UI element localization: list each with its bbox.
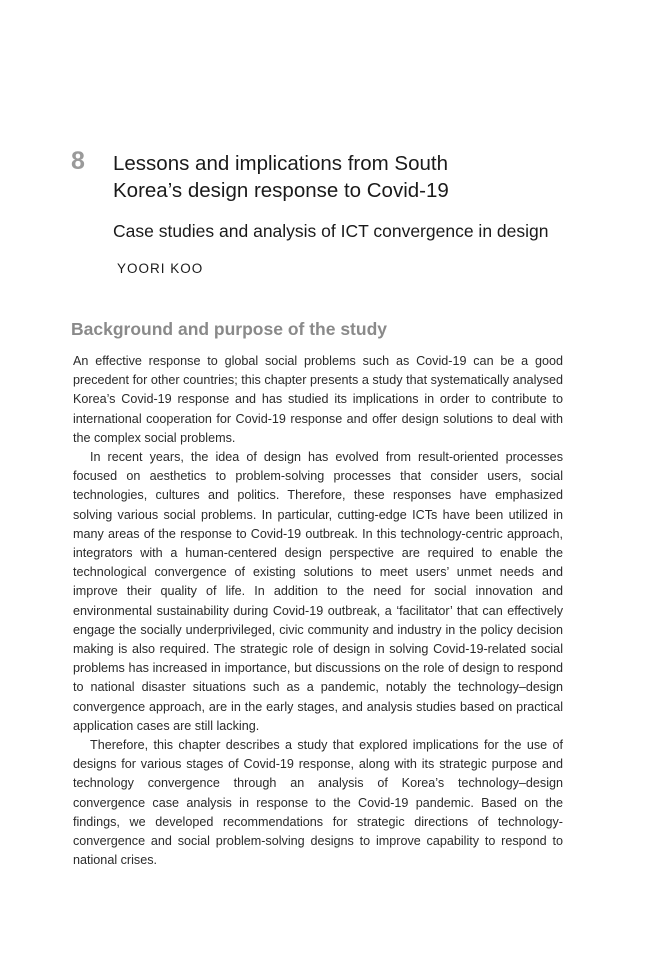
chapter-subtitle: Case studies and analysis of ICT convergence in design [113, 221, 549, 241]
chapter-title [113, 150, 573, 204]
paragraph-2: In recent years, the idea of design has evolved from result-oriented processes focused on aesthetics to problem-solving processes that consider users, social technologies, cultures and politics. Therefore, these responses have emphasized solving various social problems. In particular, cutting-edge ICTs have been utilized in many areas of the response to Covid-19 outbreak. In this technology-centric approach, integrators with a human-centered design perspective are required to enable the technological convergence of existing solutions to meet users’ unmet needs and improve their quality of life. In addition to the need for social innovation and environmental sustainability during Covid-19 outbreak, a ‘facilitator’ that can effectively engage the socially underprivileged, civic community and industry in the policy decision making is also required. The strategic role of design in solving Covid-19-related social problems has increased in importance, but discussions on the role of design to respond to national disaster situations such as a pandemic, notably the technology–design convergence approach, are in the early stages, and analysis studies based on practical application cases are still lacking. [73, 450, 563, 733]
paragraph-3: Therefore, this chapter describes a study that explored implications for the use of designs for various stages of Covid-19 response, along with its strategic purpose and technology convergence through an analysis of Korea’s technology–design convergence case analysis in response to the Covid-19 pandemic. Based on the findings, we developed recommendations for strategic directions of technology-convergence and social problem-solving designs to improve capability to respond to national crises. [73, 738, 563, 868]
chapter-title-line-1: Lessons and implications from South [113, 152, 449, 175]
chapter-author: YOORI KOO [117, 261, 204, 276]
paragraph-1: An effective response to global social problems such as Covid-19 can be a good precedent for other countries; this chapter presents a study that systematically analysed Korea’s Covid-19 response and has studied its implications in order to contribute to international cooperation for Covid-19 response and offer design solutions to deal with the complex social problems. [73, 354, 563, 445]
chapter-number: 8 [71, 147, 85, 175]
body-text [73, 352, 563, 870]
section-heading: Background and purpose of the study [71, 319, 387, 339]
chapter-title-line-2: Korea’s design response to Covid-19 [113, 179, 449, 202]
